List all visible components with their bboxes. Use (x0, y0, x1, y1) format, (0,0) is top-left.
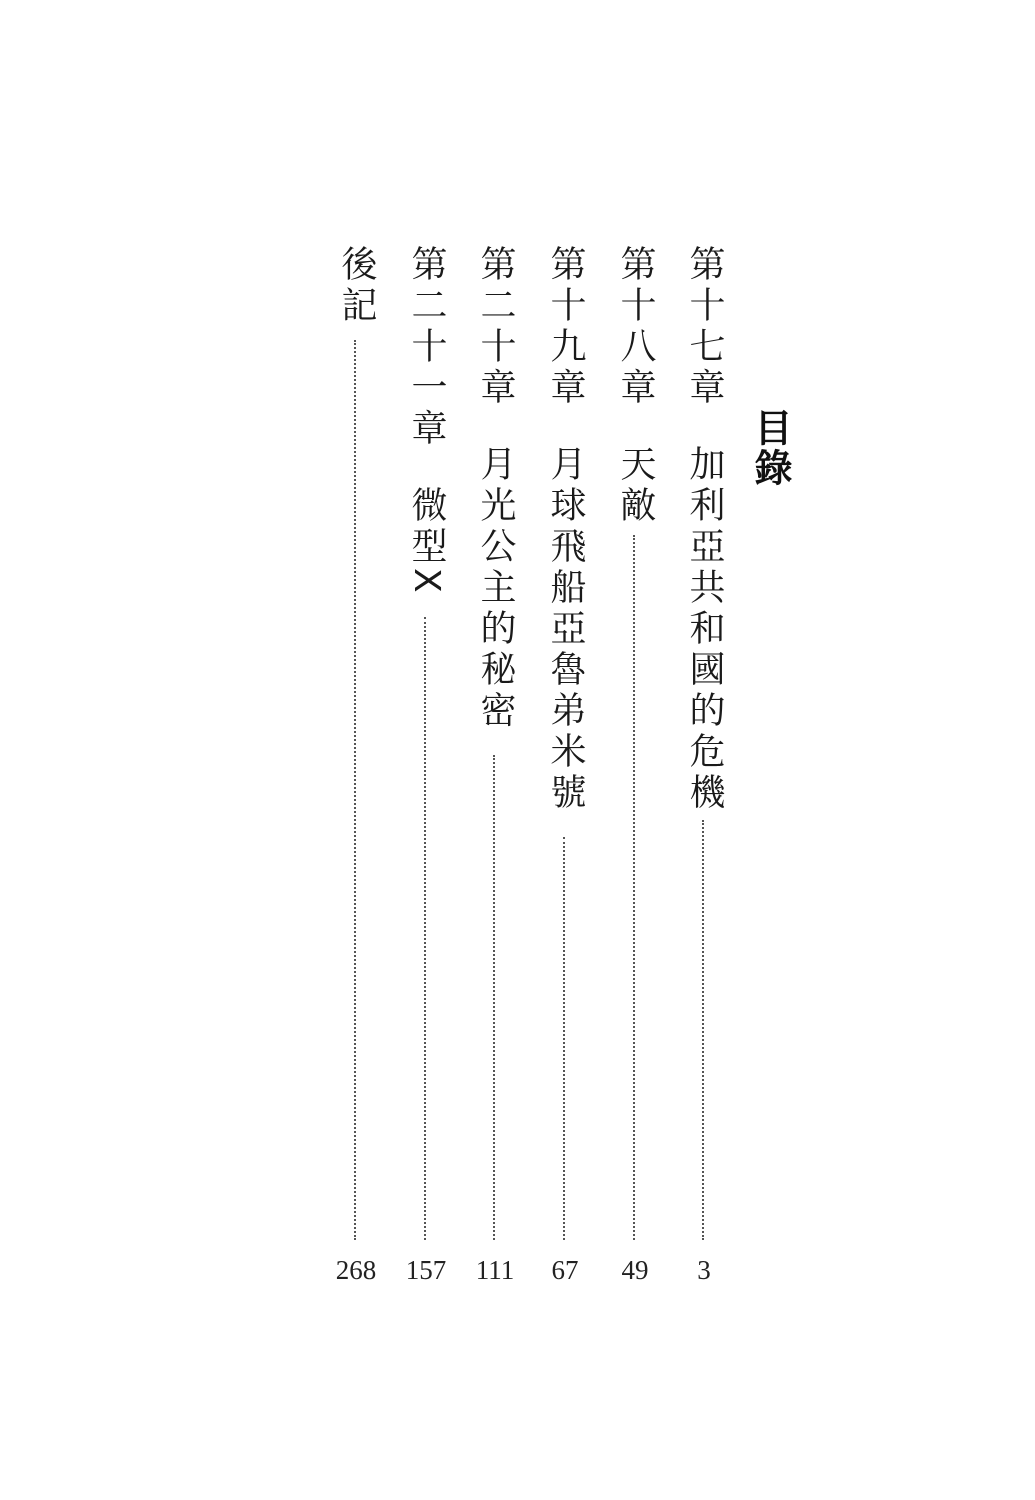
toc-entry-chapter-20[interactable] (471, 245, 519, 1290)
dotted-leader (354, 340, 356, 1240)
chapter-number: 第十八章 (615, 245, 656, 409)
chapter-title: 加利亞共和國的危機 (684, 445, 725, 814)
toc-entry-chapter-19[interactable] (541, 245, 589, 1290)
toc-entry-label (332, 245, 380, 327)
page-number: 3 (697, 1255, 711, 1285)
toc-entry-chapter-18[interactable] (611, 245, 659, 1290)
toc-entry-label (680, 245, 728, 814)
chapter-number: 第二十章 (475, 245, 516, 409)
dotted-leader (493, 755, 495, 1240)
toc-entry-label (541, 245, 589, 814)
toc-entry-chapter-17[interactable] (680, 245, 728, 1290)
dotted-leader (702, 820, 704, 1240)
chapter-number: 第十七章 (684, 245, 725, 409)
chapter-title: 月球飛船亞魯弟米號 (545, 445, 586, 814)
toc-entry-chapter-21[interactable] (402, 245, 450, 1290)
toc-entry-label (471, 245, 519, 732)
chapter-number: 第十九章 (545, 245, 586, 409)
page-number: 157 (405, 1255, 447, 1285)
toc-title: 目錄 (748, 408, 792, 488)
dotted-leader (563, 837, 565, 1240)
toc-entry-afterword[interactable] (332, 245, 380, 1290)
toc-entry-label (402, 245, 450, 598)
chapter-title: 天敵 (615, 445, 656, 527)
page-number: 111 (475, 1255, 515, 1285)
chapter-title: 微型X (406, 486, 447, 598)
chapter-number: 第二十一章 (406, 245, 447, 450)
toc-entry-label (611, 245, 659, 527)
page-number: 67 (551, 1255, 579, 1285)
dotted-leader (424, 617, 426, 1240)
dotted-leader (633, 535, 635, 1240)
page-number: 49 (621, 1255, 649, 1285)
chapter-number: 後記 (336, 245, 377, 327)
page-number: 268 (335, 1255, 377, 1285)
chapter-title: 月光公主的秘密 (475, 445, 516, 732)
